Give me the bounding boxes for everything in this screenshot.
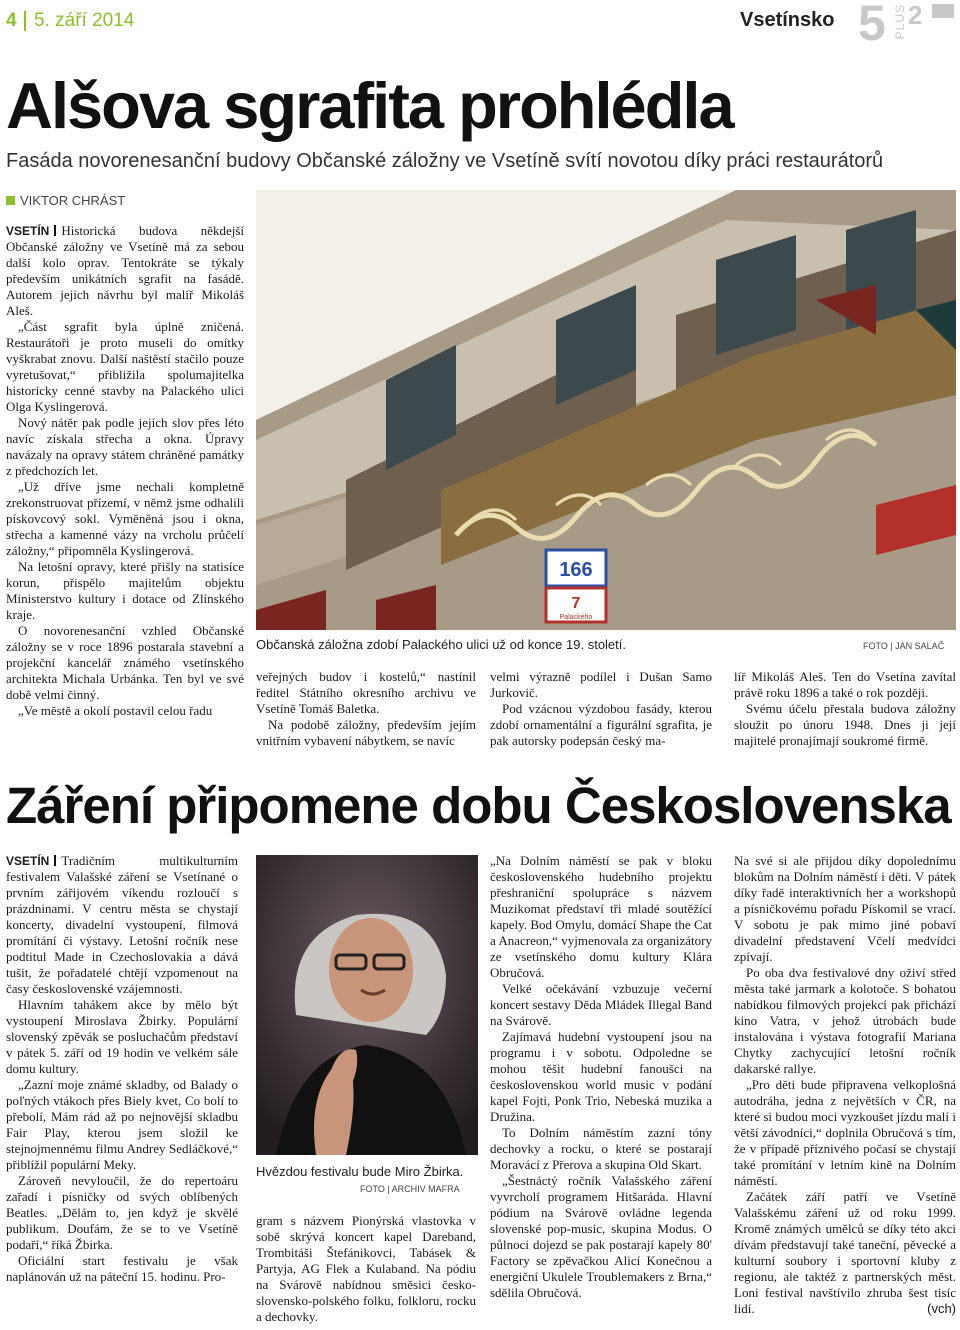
article2-column-3 (490, 853, 712, 1301)
paragraph: „Na Dolním náměstí se pak v bloku československého hudebního projektu přeshraniční spolupráce s názvem Muzikomat představí tři mladé soutěžící kapely. Bod Omylu, domácí Shape the Cat a Anacreon,“ vyjmenovala za organizátory ze vsetínského domu kultury Klára Obručová. (490, 853, 712, 980)
paragraph: Nový nátěr pak podle jejích slov přes léto navíc získala střecha a okna. Úpravy navázaly na opravy státem chráněné památky z předchozích let. (6, 415, 244, 478)
article1-author (6, 193, 125, 208)
paragraph: „Šestnáctý ročník Valašského záření vyvrcholí programem Hitšaráda. Hlavní pódium na Svárově ovládne legenda slovenské pop-music, skupina Modus. O půlnoci dojezd se pak postarají kapely 80' Factory se zpěvačkou Alicí Konečnou a energiční Ukulele Troublemakers z Brna,“ sdělila Obručová. (490, 1173, 712, 1300)
article1-column-2 (256, 669, 476, 749)
logo-plus: PLUS (893, 4, 907, 40)
logo-square-icon (932, 4, 954, 18)
author-signature: (vch) (927, 1301, 956, 1316)
paragraph: „Zazní moje známé skladby, od Balady o poľných vtákoch přes Biely kvet, Co bolí to přebolí, Mám rád až po nejnovější skladbu Fair Play, kterou jsem složil ke stejnojmennému filmu Andrey Sedláčkové,“ přiblížil populární Meky. (6, 1077, 238, 1172)
paragraph: Hlavním tahákem akce by mělo být vystoupení Miroslava Žbirky. Populární slovenský zpěvák se posluchačům představí v pátek 5. září od 19 hodin ve velkém sále domu kultury. (6, 997, 238, 1076)
paragraph: O novorenesanční vzhled Občanské záložny se v roce 1896 postarala stavební a projekční kancelář známého vsetínského architekta Michala Urbánka. Ten byl ve své době velmi činný. (6, 623, 244, 702)
author-name: VIKTOR CHRÁST (20, 193, 126, 208)
paragraph: Pod vzácnou výzdobou fasády, kterou zdobí ornamentální a figurální sgrafita, je pak autorsky podepsán český ma- (490, 701, 712, 748)
paragraph: Velké očekávání vzbuzuje večerní koncert sestavy Děda Mládek Illegal Band na Svárově. (490, 981, 712, 1028)
dateline-divider (54, 855, 56, 866)
header-divider (24, 11, 26, 31)
logo-two: 2 (908, 0, 923, 30)
author-square-icon (6, 196, 15, 205)
dateline: VSETÍN (6, 854, 50, 868)
paragraph: „Pro děti bude připravena velkoplošná autodráha, jedna z největších v ČR, na které si budou moci vyzkoušet jízdu malí i větší závodníci,“ doplnila Obručová s tím, že v případě příznivého počasí se chystají také promítání v letním kině na Dolním náměstí. (734, 1077, 956, 1188)
dateline: VSETÍN (6, 224, 50, 238)
facade-photo-credit: FOTO | JAN SALAČ (863, 641, 945, 651)
article1-column-1 (6, 223, 244, 719)
page-header (0, 0, 960, 51)
dateline-divider (54, 225, 56, 236)
paragraph: veřejných budov i kostelů,“ nastínil ředitel Státního okresního archivu ve Vsetíně Tomáš Baletka. (256, 669, 476, 716)
section-name: Vsetínsko (740, 9, 835, 31)
article2-lead: VSETÍN Tradičním multikulturním festivalem Valašské záření se Vsetínané o prvním zářijovém víkendu rozloučí s prázdninami. V centru města se chystají koncerty, divadelní vystoupení, filmová promítání či výstavy. Letošní ročník nese podtitul Made in Czechoslovakia a dává tušit, že pořadatelé chtějí vzpomenout na časy československé vzájemnosti. (6, 853, 238, 996)
paragraph: „Už dříve jsme nechali kompletně zrekonstruovat přízemí, v němž jsme odhalili pískovcový sokl. Vyměněná jsou i okna, střecha a kamenné vázy na vrcholu průčelí záložny,“ připomněla Kyslingerová. (6, 479, 244, 558)
paragraph: Oficiální start festivalu je však naplánován už na páteční 15. hodinu. Pro- (6, 1253, 238, 1284)
page-number: 4 (6, 10, 17, 31)
article1-lead: VSETÍN Historická budova někdejší Občanské záložny ve Vsetíně má za sebou další kolo oprav. Tentokráte se týkaly především unikátních sgrafit na fasádě. Autorem jejich návrhu byl malíř Mikoláš Aleš. (6, 223, 244, 318)
issue-date: 5. září 2014 (34, 10, 135, 31)
street-name-sign: Palackého (559, 614, 593, 621)
article1-column-4 (734, 669, 956, 749)
paragraph: Svému účelu přestala budova záložny sloužit po únoru 1948. Dnes ji její majitelé pronajímají soukromé firmě. (734, 701, 956, 748)
article1-headline: Alšova sgrafita prohlédla (6, 69, 733, 142)
paragraph: Zajímavá hudební vystoupení jsou na programu i v sobotu. Odpoledne se mohou těšit hudební fanoušci na československou world music v podání kapel Fojti, Ponk Trio, Nebeská muzika a Družina. (490, 1029, 712, 1124)
paragraph: Začátek září patří ve Vsetíně Valašskému záření už od roku 1999. Kromě známých umělců se díky této akci dívám představují také taneční, pěvecké a kulturní soubory i sportovní kluby z regionu, ale taktéž z partnerských měst. Loni festival navštívilo zhruba šest tisíc lidí. (vch) (734, 1189, 956, 1316)
street-number-sign: 7 (571, 595, 581, 612)
singer-photo (256, 855, 478, 1155)
article1-subtitle: Fasáda novorenesanční budovy Občanské záložny ve Vsetíně svítí novotou díky práci restaurátorů (6, 150, 884, 172)
article1-column-3 (490, 669, 712, 749)
paragraph: Na své si ale přijdou díky dopolednímu blokům na Dolním náměstí i děti. V pátek díky řadě interaktivních her a workshopů a písničkovému pořadu Pískomil se vrací. V sobotu je pak mimo jiné pobaví divadelní představení Včelí medvídci zpívají. (734, 853, 956, 964)
paragraph: To Dolním náměstím zazní tóny dechovky a rocku, o které se postarají Moravácí z Přerova a skupina Old Skart. (490, 1125, 712, 1172)
paragraph: Na podobě záložny, především jejím vnitřním vybavení nábytkem, se navíc (256, 717, 476, 748)
facade-illustration (256, 190, 956, 630)
article2-column-2 (256, 1213, 476, 1325)
facade-photo (256, 190, 956, 630)
paragraph: Zároveň nevyloučil, že do repertoáru zařadí i písničky od svých oblíbených Beatles. „Dělám to, jen když je skvělé publikum. Doufám, že se to ve Vsetíně podaří,“ říká Žbirka. (6, 1173, 238, 1252)
paragraph: líř Mikoláš Aleš. Ten do Vsetína zavítal právě roku 1896 a také o rok později. (734, 669, 956, 700)
house-number-sign: 166 (559, 559, 593, 581)
facade-photo-caption: Občanská záložna zdobí Palackého ulici už od konce 19. století. (256, 637, 626, 652)
paragraph: „Ve městě a okolí postavil celou řadu (18, 703, 213, 718)
paragraph: gram s názvem Pionýrská vlastovka v sobě skrývá koncert kapel Dareband, Trombitáši Štefánikovci, Tabásek & Partyja, AG Flek a Kulaband. Na pódiu na Svárově nabídnou směsici česko-slovensko-polského folku, folkloru, rocku a dechovky. (256, 1213, 476, 1324)
singer-photo-credit: FOTO | ARCHIV MAFRA (360, 1184, 460, 1194)
logo-five: 5 (858, 0, 886, 51)
singer-photo-caption: Hvězdou festivalu bude Miro Žbirka. (256, 1164, 464, 1179)
article2-column-1 (6, 853, 238, 1285)
paragraph: Po oba dva festivalové dny oživí střed města také jarmark a kolotoče. S bohatou nabídkou filmových projekcí pak přichází kino Vatra, v jehož útrobách bude instalována i výstava fotografií Mariana Chytky zachycující letošní ročník dakarské rallye. (734, 965, 956, 1076)
article2-column-4 (734, 853, 956, 1317)
paragraph: velmi výrazně podílel i Dušan Samo Jurkovič. (490, 669, 712, 700)
paragraph: Na letošní opravy, které přišly na statisíce korun, přispělo majitelům objektu Ministerstvo kultury i dotace od Zlínského kraje. (6, 559, 244, 622)
article2-headline: Záření připomene dobu Československa (6, 777, 951, 834)
singer-illustration (256, 855, 478, 1155)
paragraph: „Část sgrafit byla úplně zničená. Restaurátoři je proto museli do omítky vyškrabat znovu. Další naštěstí stačilo pouze vyretušovat,“ přibližila spolumajitelka historicky cenné stavby na Palackého ulici Olga Kyslingerová. (6, 319, 244, 414)
